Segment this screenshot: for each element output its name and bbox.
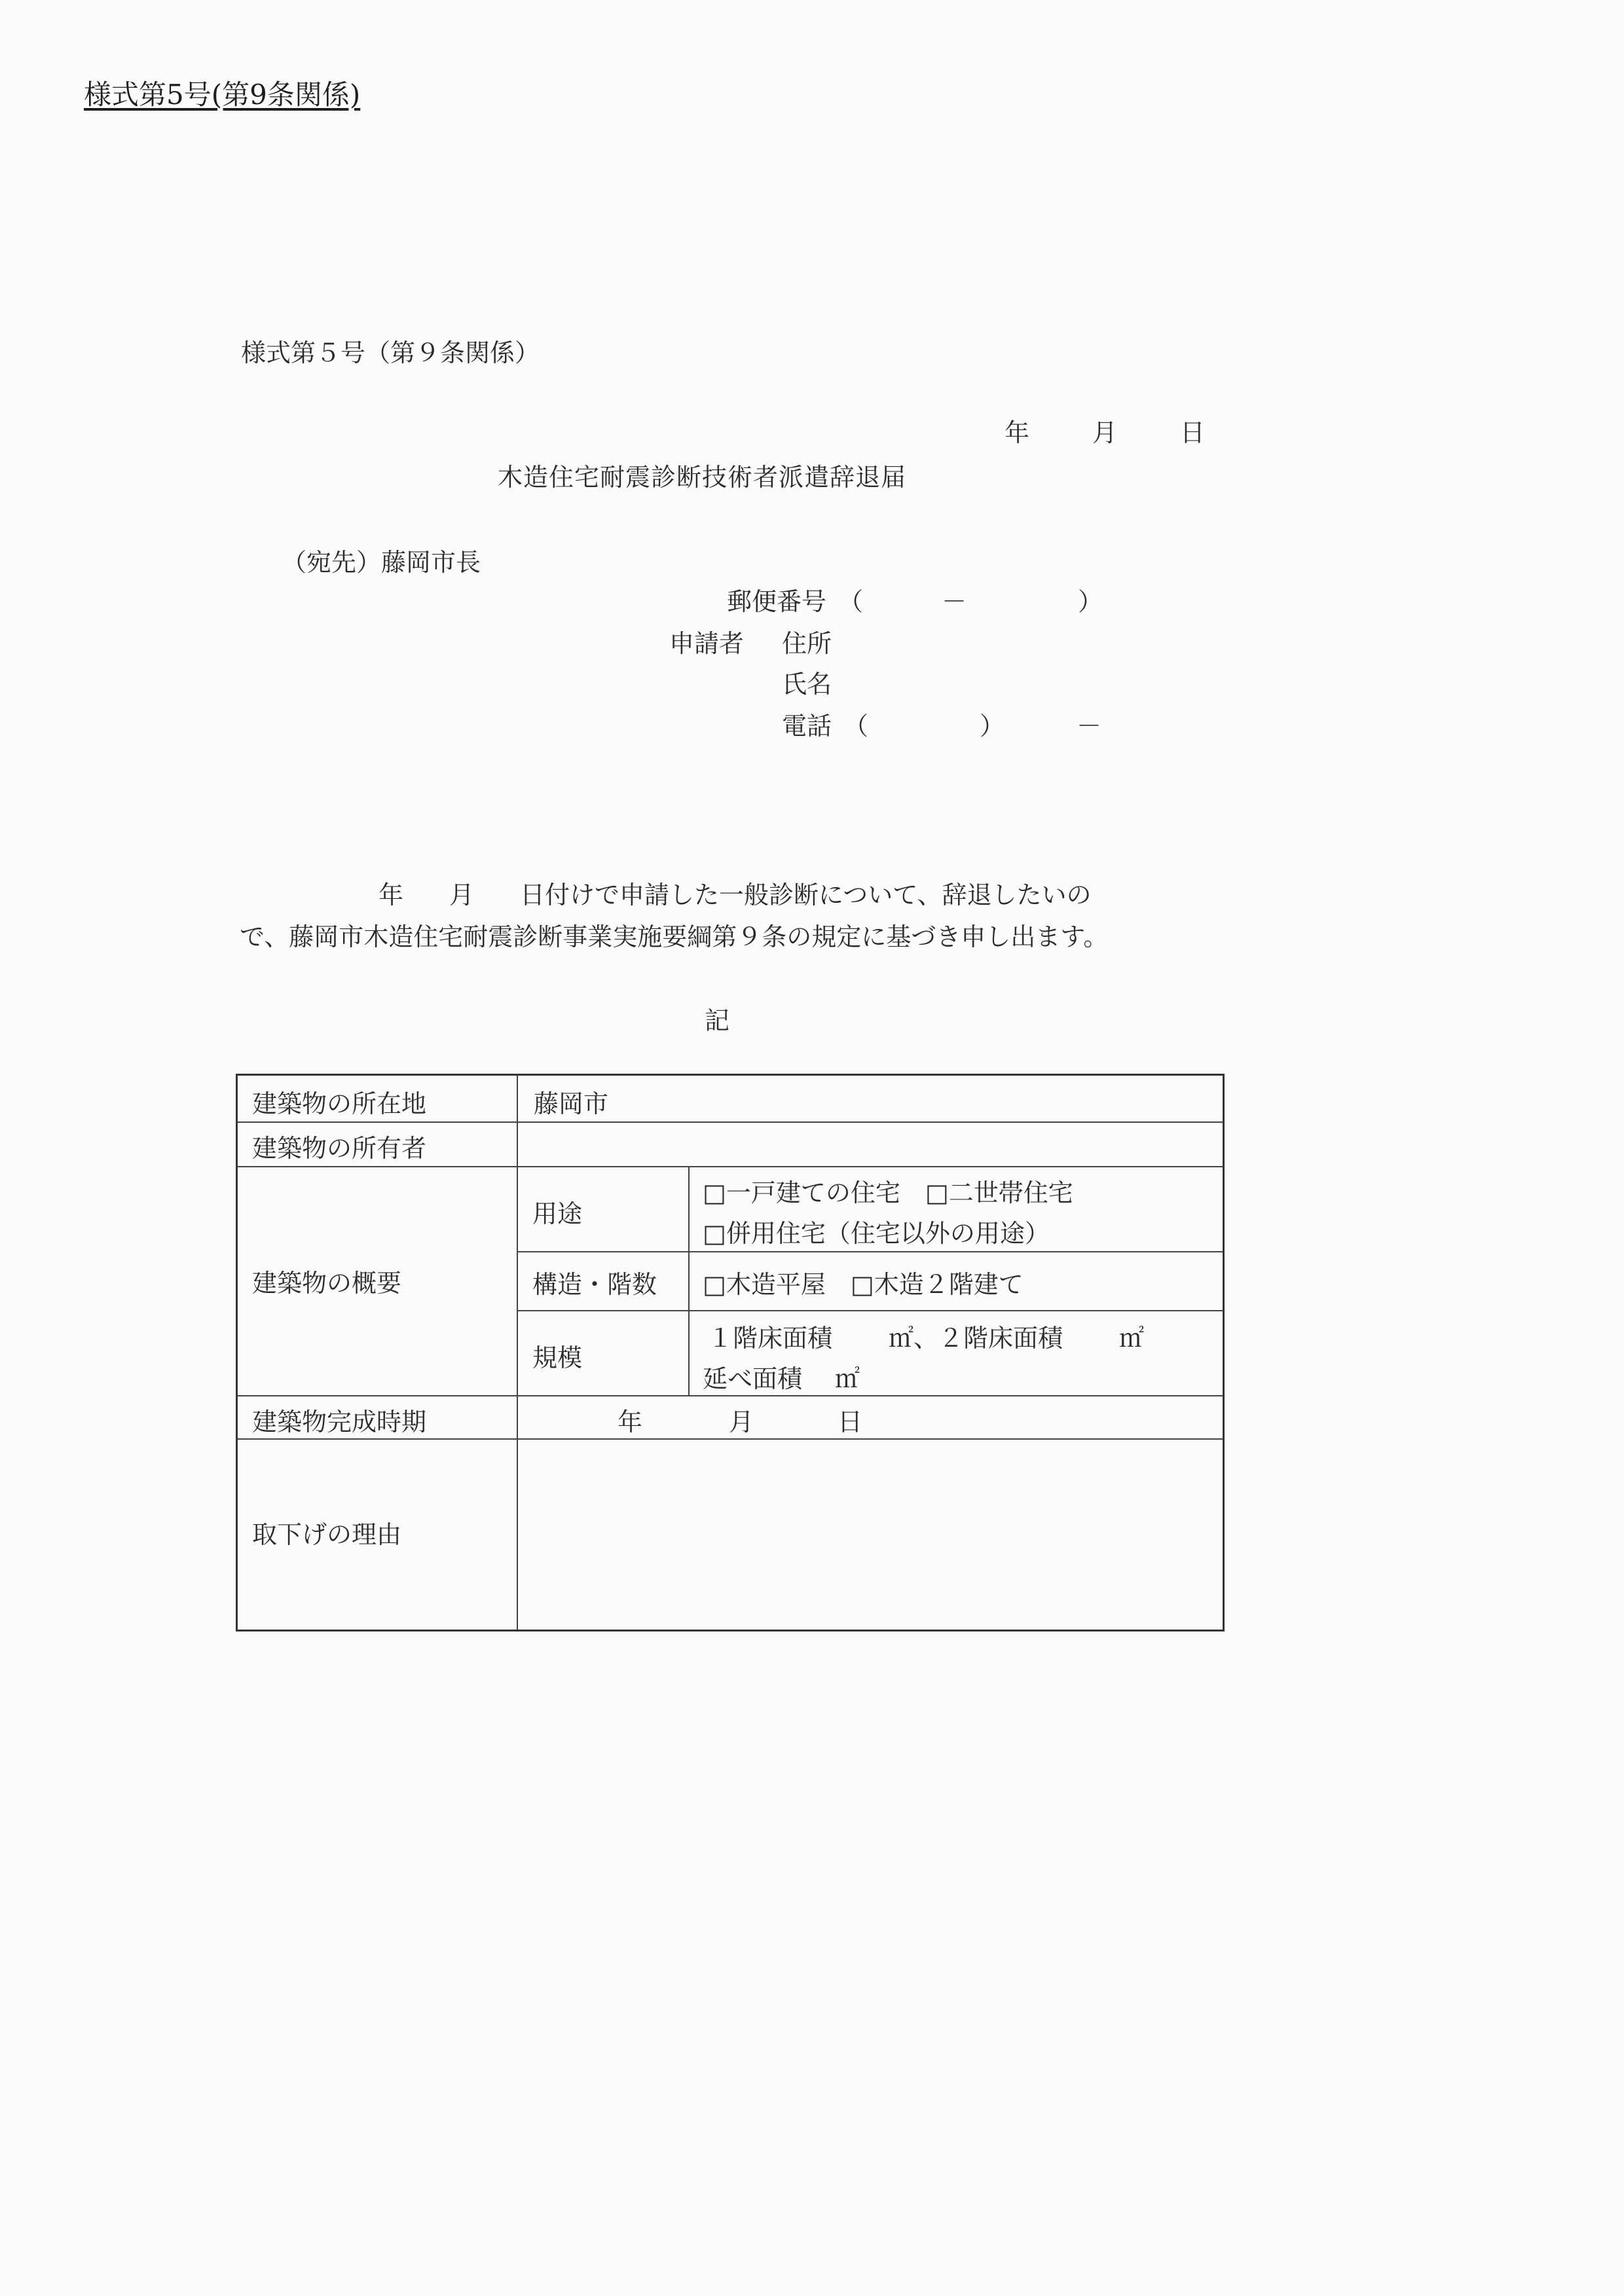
address-label: 住所: [782, 629, 832, 658]
ki-heading: 記: [705, 1006, 730, 1035]
postal-close-paren: ）: [1078, 587, 1103, 616]
phone-open-paren: （: [843, 712, 869, 740]
body-year: 年: [378, 881, 404, 909]
completion-day: 日: [838, 1408, 863, 1436]
applicant-label: 申請者: [669, 629, 745, 658]
postal-open-paren: （: [838, 587, 864, 616]
body-paragraph-line1: [378, 875, 1092, 911]
area-unit: ㎡: [835, 1364, 860, 1393]
table-row-divider: [238, 1395, 1223, 1396]
postal-code-label: 郵便番号: [727, 587, 827, 616]
overview-label: 建築物の概要: [252, 1269, 402, 1298]
phone-row: [782, 706, 1101, 742]
table-col-divider: [517, 1076, 518, 1630]
table-row-divider: [238, 1166, 1223, 1167]
total-area-label: 延べ面積: [703, 1364, 803, 1393]
building-info-table: [236, 1074, 1225, 1631]
body-line1-rest: 日付けで申請した一般診断について、辞退したいの: [520, 881, 1092, 909]
scale-line2: [703, 1358, 860, 1394]
scale-label: 規模: [532, 1343, 583, 1372]
use-options-line1: □一戸建ての住宅 □二世帯住宅: [703, 1178, 1073, 1207]
header-form-label: 様式第5号(第9条関係): [84, 79, 361, 111]
table-row-divider: [517, 1310, 1223, 1311]
use-options-line2: □併用住宅（住宅以外の用途）: [703, 1219, 1050, 1248]
area-unit: ㎡: [889, 1324, 914, 1353]
scale-line1: [708, 1318, 1144, 1354]
phone-close-paren: ）: [980, 712, 1005, 740]
body-month: 月: [449, 881, 475, 909]
phone-dash: －: [1077, 712, 1102, 740]
use-label: 用途: [532, 1199, 583, 1228]
body-paragraph-line2: で、藤岡市木造住宅耐震診断事業実施要綱第９条の規定に基づき申し出ます。: [240, 922, 1109, 951]
form-number: 様式第５号（第９条関係）: [241, 338, 540, 367]
table-row-divider: [238, 1438, 1223, 1440]
name-label: 氏名: [782, 670, 832, 699]
phone-label: 電話: [782, 712, 832, 740]
floor2-area-label: 、２階床面積: [913, 1324, 1063, 1353]
postal-dash: －: [942, 587, 967, 616]
date-day: 日: [1180, 418, 1206, 447]
date-month: 月: [1092, 418, 1118, 447]
table-col-divider: [688, 1166, 690, 1395]
location-value: 藤岡市: [534, 1089, 609, 1118]
area-unit: ㎡: [1119, 1324, 1145, 1353]
withdrawal-reason-label: 取下げの理由: [252, 1520, 402, 1549]
location-label: 建築物の所在地: [252, 1089, 427, 1118]
submission-date: [1005, 412, 1205, 448]
postal-code-row: [727, 581, 1103, 617]
table-row-divider: [238, 1121, 1223, 1123]
table-row-divider: [517, 1251, 1223, 1252]
document-title: 木造住宅耐震診断技術者派遣辞退届: [498, 463, 907, 492]
completion-year: 年: [618, 1408, 643, 1436]
completion-label: 建築物完成時期: [252, 1408, 427, 1436]
addressee: （宛先）藤岡市長: [282, 548, 481, 577]
date-year: 年: [1005, 418, 1030, 447]
structure-label: 構造・階数: [532, 1270, 657, 1299]
owner-label: 建築物の所有者: [252, 1134, 427, 1163]
completion-month: 月: [729, 1408, 754, 1436]
floor1-area-label: １階床面積: [708, 1324, 833, 1353]
structure-options: □木造平屋 □木造２階建て: [703, 1270, 1024, 1299]
